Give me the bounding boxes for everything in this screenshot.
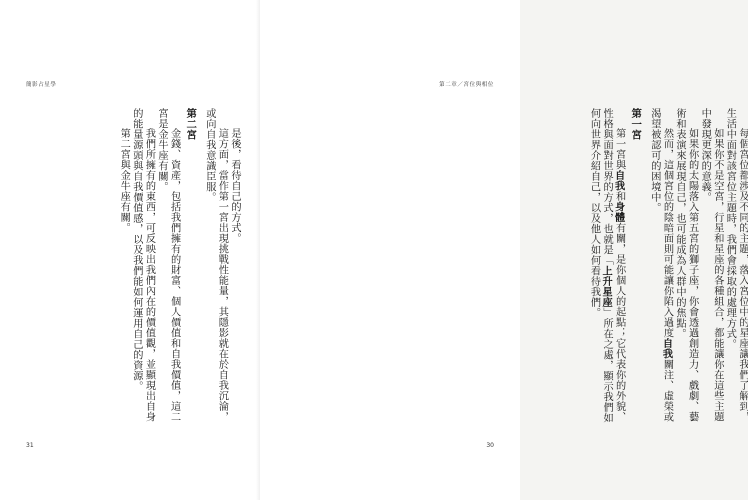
section-heading-first-house: 第一宮 xyxy=(629,108,642,141)
left-page xyxy=(0,0,260,500)
left-paragraph-2: 這方面，當作第一宮出現挑戰性能量，其隱影就在於自我沉淪，或向自我意識臣服。 xyxy=(203,108,228,423)
left-paragraph-5: 第二宮與金牛座有關。 xyxy=(118,128,130,234)
right-paragraph-1: 每個宮位都涉及不同的主題，落入宮位中的星座讓我們了解到，生活中面對該宮位主題時，我們會採取的處理方式。 xyxy=(724,108,748,423)
section-heading-second-house: 第二宮 xyxy=(184,108,197,141)
page-number-left: 31 xyxy=(26,442,34,449)
right-paragraph-3: 如果你的太陽落入第五宮的獅子座，你會透過創造力、戲劇、藝術和表演來展現自己，也可能成為人群中的焦點。 xyxy=(674,108,698,423)
running-head-right: 第二章／宮位與相位 xyxy=(439,82,494,88)
page-number-right: 30 xyxy=(486,442,494,449)
right-paragraph-5: 第一宮與自我和身體有關，是你個人的起點；它代表你的外貌、性格與面對世界的方式，也就是「上升星座」所在之處，顯示我們如何向世界介紹自己，以及他人如何看待我們。 xyxy=(588,108,625,423)
highlighted-term: 上升星座 xyxy=(600,265,613,308)
left-paragraph-4: 我們所擁有的東西，可反映出我們內在的價值觀，並顯現出自身的能量源頭與自我價值感，以及我們能如何運用自己的資源。 xyxy=(130,108,155,423)
left-page-body xyxy=(30,108,240,428)
right-paragraph-4: 然而，這個宮位的陰暗面則可能讓你陷入過度自我關注、虛榮或渴望被認可的困境中。 xyxy=(648,108,673,423)
highlighted-term: 自我 xyxy=(660,338,673,360)
left-paragraph-1: 是後，看待自己的方式。 xyxy=(229,128,240,244)
running-head-left: 簡影占星學 xyxy=(26,82,57,88)
right-page xyxy=(260,0,748,500)
highlighted-term: 身體 xyxy=(612,201,625,223)
right-paragraph-2: 如果你不是空宮，行星和星座的各種組合，都能讓你在這些主題中發現更深的意義。 xyxy=(699,108,723,423)
highlighted-term: 自我 xyxy=(612,170,625,192)
right-page-body xyxy=(530,108,748,428)
left-paragraph-3: 金錢、資產，包括我們擁有的財富、個人價值和自我價值，這二宮是金牛座有關。 xyxy=(156,108,180,423)
